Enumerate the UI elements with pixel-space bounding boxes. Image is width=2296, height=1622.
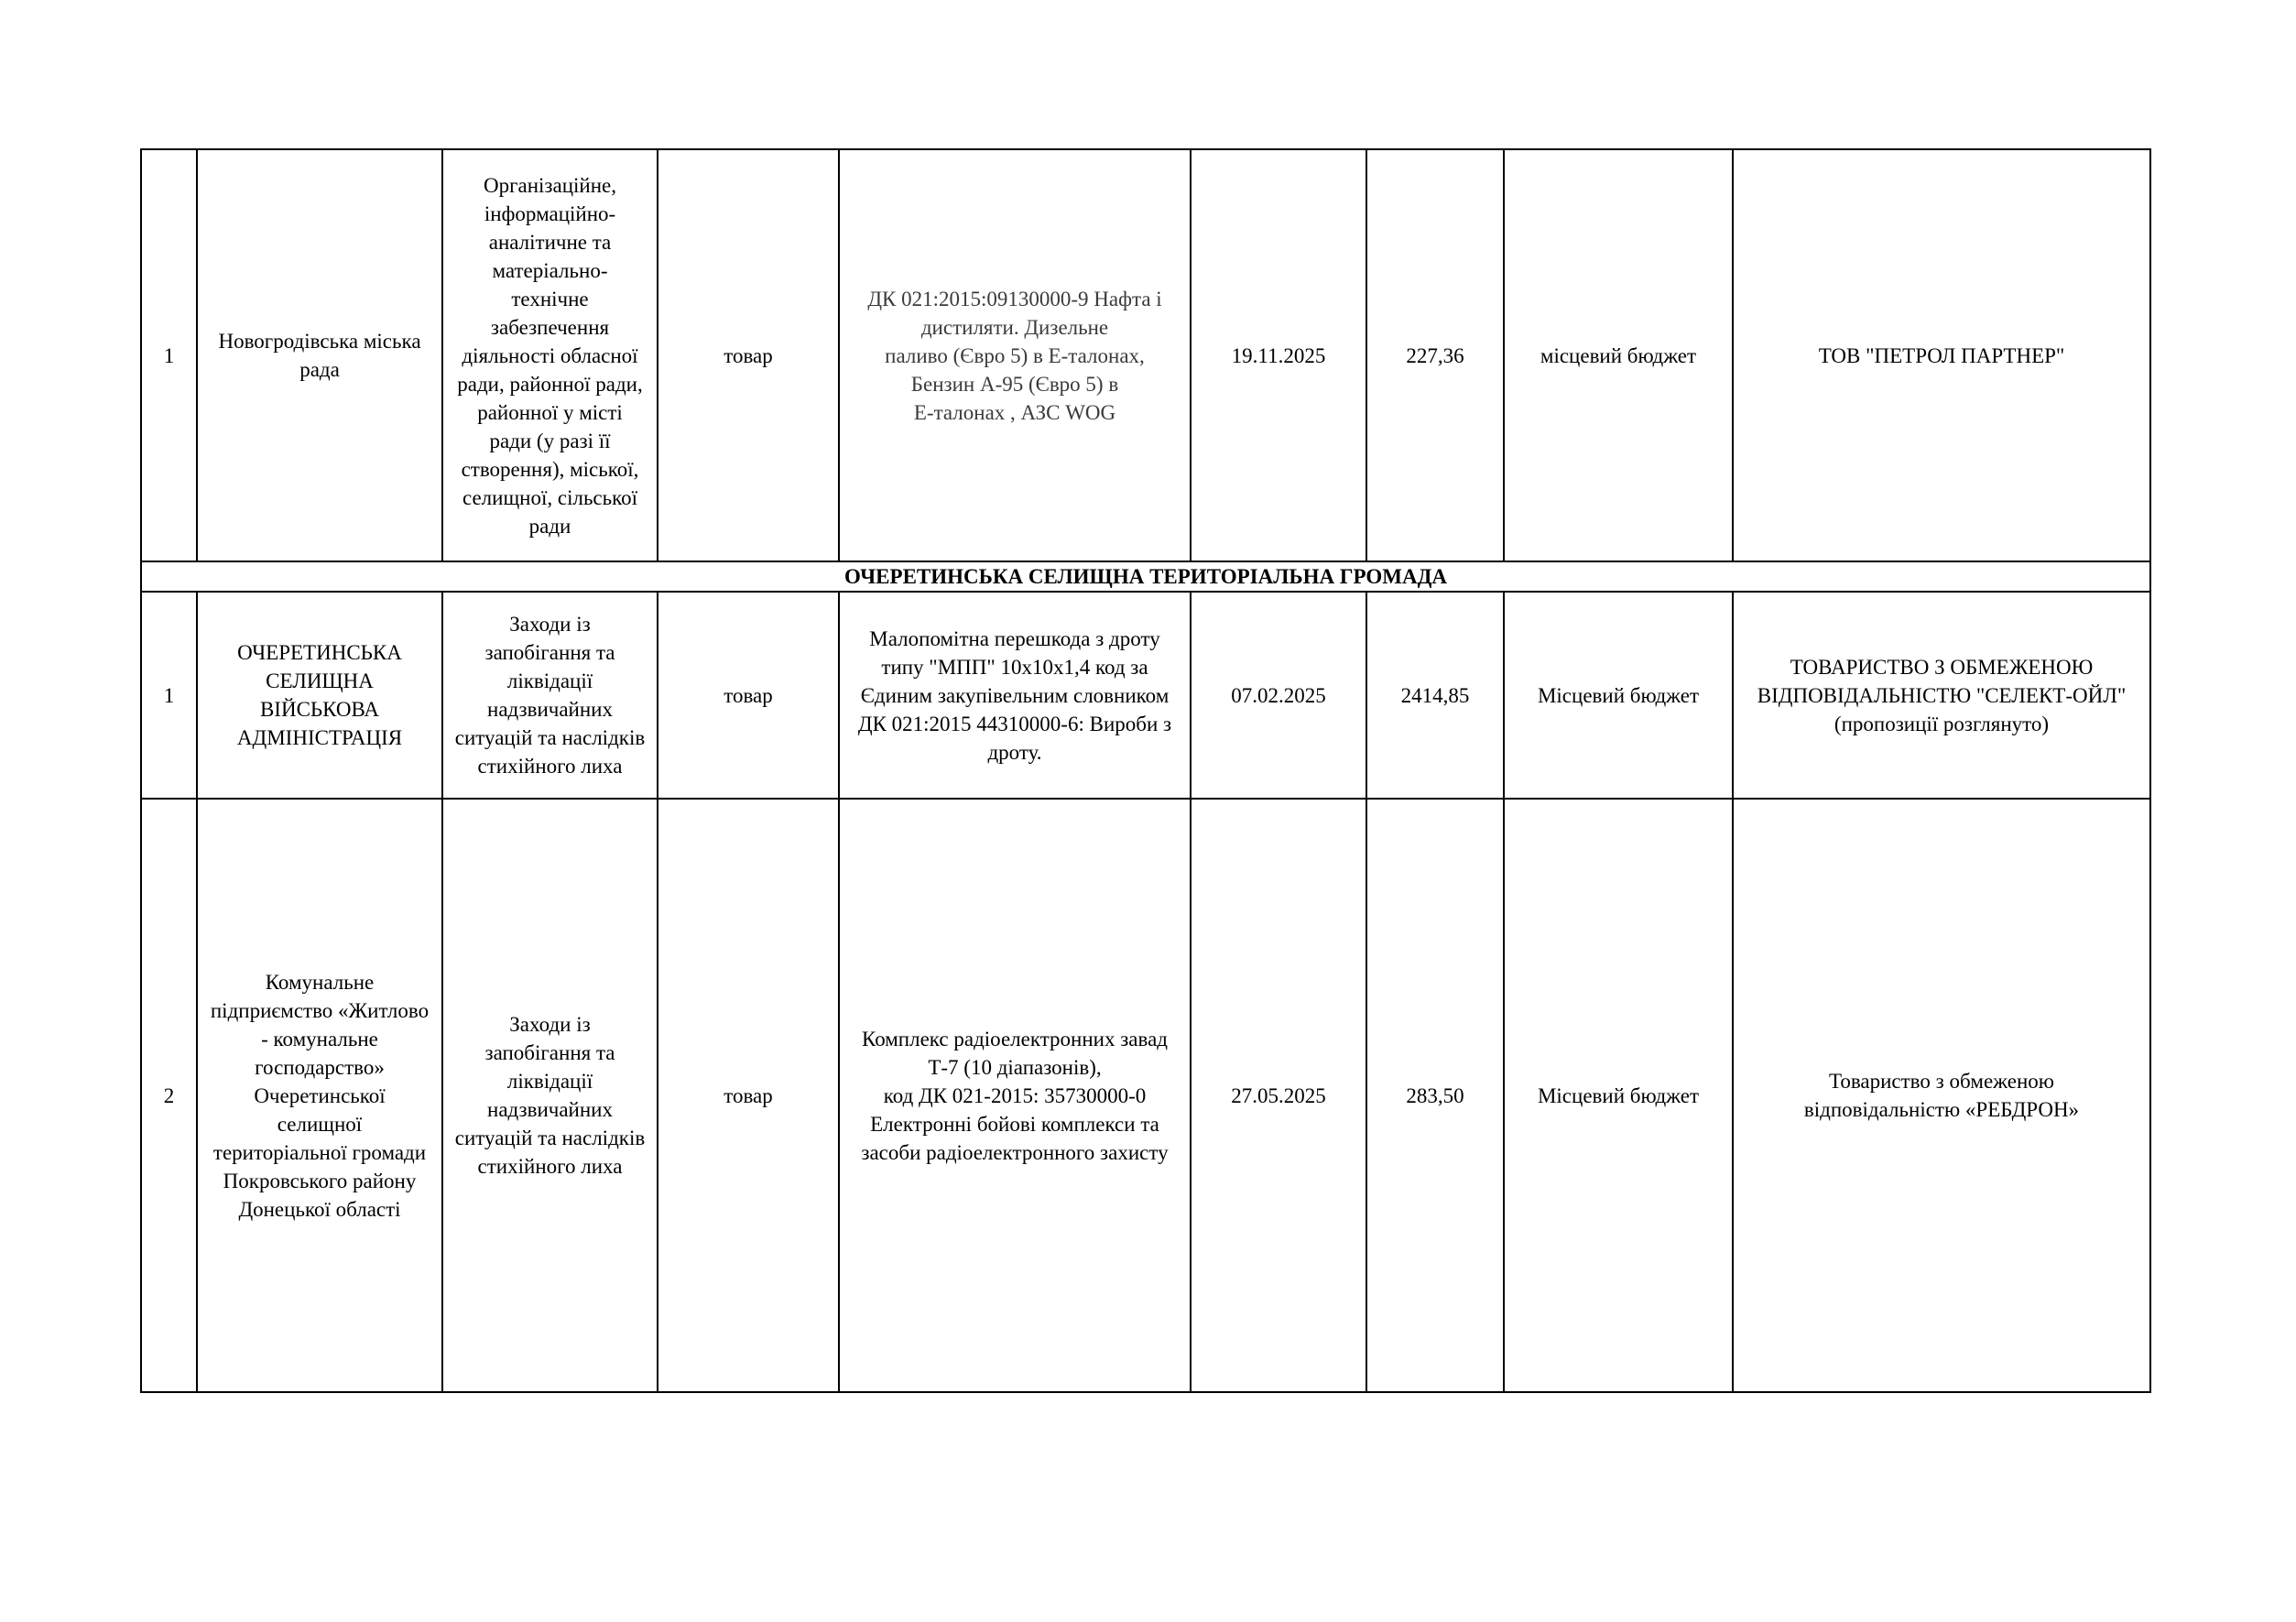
purpose-cell: Заходи із запобігання та ліквідації надзвичайних ситуацій та наслідків стихійного лиха	[442, 799, 658, 1392]
row-number: 2	[141, 799, 197, 1392]
supplier-cell: ТОВ "ПЕТРОЛ ПАРТНЕР"	[1733, 149, 2150, 561]
purpose-cell: Заходи із запобігання та ліквідації надзвичайних ситуацій та наслідків стихійного лиха	[442, 592, 658, 799]
type-cell: товар	[658, 799, 839, 1392]
amount-cell: 2414,85	[1366, 592, 1504, 799]
subject-cell: ДК 021:2015:09130000-9 Нафта і дистиляти. Дизельне паливо (Євро 5) в Е-талонах, Бензин А-95 (Євро 5) в Е-талонах , АЗС WOG	[839, 149, 1191, 561]
funding-source-cell: Місцевий бюджет	[1504, 799, 1733, 1392]
type-cell: товар	[658, 149, 839, 561]
amount-cell: 283,50	[1366, 799, 1504, 1392]
type-cell: товар	[658, 592, 839, 799]
table-row	[141, 592, 2150, 799]
table-row	[141, 149, 2150, 561]
funding-source-cell: Місцевий бюджет	[1504, 592, 1733, 799]
funding-source-cell: місцевий бюджет	[1504, 149, 1733, 561]
section-title: ОЧЕРЕТИНСЬКА СЕЛИЩНА ТЕРИТОРІАЛЬНА ГРОМАДА	[141, 561, 2150, 592]
supplier-cell: ТОВАРИСТВО З ОБМЕЖЕНОЮ ВІДПОВІДАЛЬНІСТЮ "СЕЛЕКТ-ОЙЛ" (пропозиції розглянуто)	[1733, 592, 2150, 799]
amount-cell: 227,36	[1366, 149, 1504, 561]
date-cell: 27.05.2025	[1191, 799, 1366, 1392]
section-header-row	[141, 561, 2150, 592]
procurement-table	[140, 148, 2151, 1393]
customer-cell: Комунальне підприємство «Житлово - комунальне господарство» Очеретинської селищної територіальної громади Покровського району Донецької області	[197, 799, 442, 1392]
customer-cell: Новогродівська міська рада	[197, 149, 442, 561]
customer-cell: ОЧЕРЕТИНСЬКА СЕЛИЩНА ВІЙСЬКОВА АДМІНІСТРАЦІЯ	[197, 592, 442, 799]
supplier-cell: Товариство з обмеженою відповідальністю «РЕБДРОН»	[1733, 799, 2150, 1392]
purpose-cell: Організаційне, інформаційно- аналітичне та матеріально- технічне забезпечення діяльності обласної ради, районної ради, районної у місті ради (у разі її створення), міської, селищної, сільської ради	[442, 149, 658, 561]
row-number: 1	[141, 149, 197, 561]
table-row	[141, 799, 2150, 1392]
subject-cell: Комплекс радіоелектронних завад Т-7 (10 діапазонів), код ДК 021-2015: 35730000-0 Електронні бойові комплекси та засоби радіоелектронного захисту	[839, 799, 1191, 1392]
row-number: 1	[141, 592, 197, 799]
date-cell: 07.02.2025	[1191, 592, 1366, 799]
subject-cell: Малопомітна перешкода з дроту типу "МПП" 10х10х1,4 код за Єдиним закупівельним словником ДК 021:2015 44310000-6: Вироби з дроту.	[839, 592, 1191, 799]
date-cell: 19.11.2025	[1191, 149, 1366, 561]
